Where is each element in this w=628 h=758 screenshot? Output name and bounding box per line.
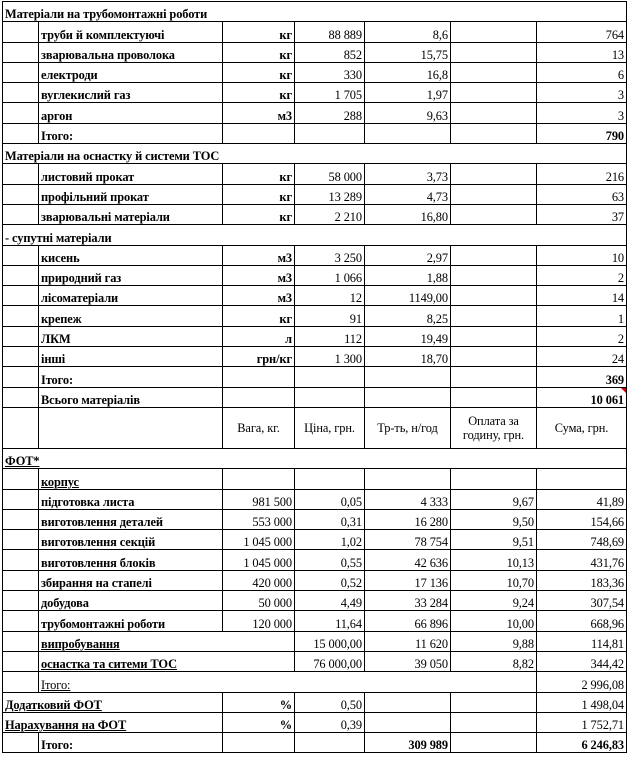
material-name: інші xyxy=(39,347,223,367)
table-cell xyxy=(451,469,537,489)
fot-rate: 9,51 xyxy=(451,530,537,550)
fot-price: 11,64 xyxy=(295,611,365,631)
material-unit: м3 xyxy=(223,103,295,123)
table-cell xyxy=(451,733,537,753)
fot-labor: 16 280 xyxy=(365,509,451,529)
indent-cell xyxy=(3,611,39,631)
material-price: 8,6 xyxy=(365,22,451,42)
material-name: електроди xyxy=(39,62,223,82)
fot-subtotal-row xyxy=(3,672,627,692)
fot-subtotal-label: Ітого: xyxy=(39,672,537,692)
cost-estimate-table xyxy=(2,1,627,753)
material-price: 16,80 xyxy=(365,204,451,224)
empty-cell xyxy=(451,22,537,42)
table-cell xyxy=(223,469,295,489)
table-cell xyxy=(223,367,295,387)
empty-cell xyxy=(3,407,39,448)
material-name: зварювальні матеріали xyxy=(39,204,223,224)
material-row xyxy=(3,42,627,62)
material-sum: 2 xyxy=(537,265,627,285)
material-qty: 3 250 xyxy=(295,245,365,265)
table-cell xyxy=(537,469,627,489)
indent-cell xyxy=(3,83,39,103)
material-qty: 288 xyxy=(295,103,365,123)
material-qty: 13 289 xyxy=(295,184,365,204)
fot-row xyxy=(3,489,627,509)
material-name: профільний прокат xyxy=(39,184,223,204)
fot-rate: 9,67 xyxy=(451,489,537,509)
empty-cell xyxy=(451,347,537,367)
header-rate: Оплата за годину, грн. xyxy=(451,407,537,448)
table-cell xyxy=(451,367,537,387)
material-row xyxy=(3,326,627,346)
fot-sum: 668,96 xyxy=(537,611,627,631)
fot-extra-price: 0,50 xyxy=(295,692,365,712)
indent-cell xyxy=(3,733,39,753)
fot-weight: 50 000 xyxy=(223,591,295,611)
section-title: Матеріали на трубомонтажні роботи xyxy=(3,2,627,22)
indent-cell xyxy=(3,550,39,570)
material-unit: кг xyxy=(223,184,295,204)
material-row xyxy=(3,286,627,306)
material-row xyxy=(3,347,627,367)
table-cell xyxy=(365,469,451,489)
material-name: аргон xyxy=(39,103,223,123)
fot-name: трубомонтажні роботи xyxy=(39,611,223,631)
fot-section-title: корпус xyxy=(39,469,223,489)
indent-cell xyxy=(3,164,39,184)
fot-labor: 42 636 xyxy=(365,550,451,570)
indent-cell xyxy=(3,509,39,529)
indent-cell xyxy=(3,306,39,326)
fot-weight: 981 500 xyxy=(223,489,295,509)
empty-cell xyxy=(451,83,537,103)
empty-cell xyxy=(451,265,537,285)
indent-cell xyxy=(3,570,39,590)
fot-weight: 553 000 xyxy=(223,509,295,529)
material-name: кисень xyxy=(39,245,223,265)
indent-cell xyxy=(3,489,39,509)
fot-name: виготовлення секцій xyxy=(39,530,223,550)
empty-cell xyxy=(451,204,537,224)
fot-price: 0,05 xyxy=(295,489,365,509)
total-label: Ітого: xyxy=(39,123,223,143)
indent-cell xyxy=(3,631,39,651)
fot-name: добудова xyxy=(39,591,223,611)
material-unit: м3 xyxy=(223,245,295,265)
material-sum: 14 xyxy=(537,286,627,306)
material-unit: л xyxy=(223,326,295,346)
fot-labor: 39 050 xyxy=(365,651,451,671)
fot-rate: 9,88 xyxy=(451,631,537,651)
material-unit: грн/кг xyxy=(223,347,295,367)
indent-cell xyxy=(3,530,39,550)
indent-cell xyxy=(3,204,39,224)
fot-rate: 9,50 xyxy=(451,509,537,529)
material-qty: 330 xyxy=(295,62,365,82)
empty-cell xyxy=(451,62,537,82)
material-row xyxy=(3,245,627,265)
material-sum: 10 xyxy=(537,245,627,265)
fot-sum: 183,36 xyxy=(537,570,627,590)
material-price: 1,97 xyxy=(365,83,451,103)
material-row xyxy=(3,62,627,82)
table-cell xyxy=(223,387,295,407)
indent-cell xyxy=(3,347,39,367)
indent-cell xyxy=(3,103,39,123)
material-price: 18,70 xyxy=(365,347,451,367)
fot-sum: 748,69 xyxy=(537,530,627,550)
fot-title: ФОТ* xyxy=(3,448,627,468)
total-label: Ітого: xyxy=(39,367,223,387)
fot-sum: 307,54 xyxy=(537,591,627,611)
indent-cell xyxy=(3,123,39,143)
fot-total-row xyxy=(3,733,627,753)
table-cell xyxy=(295,469,365,489)
fot-section-row xyxy=(3,469,627,489)
fot-price: 0,55 xyxy=(295,550,365,570)
total-value: 369 xyxy=(537,367,627,387)
table-cell xyxy=(223,733,295,753)
material-price: 1149,00 xyxy=(365,286,451,306)
material-unit: кг xyxy=(223,164,295,184)
indent-cell xyxy=(3,42,39,62)
indent-cell xyxy=(3,62,39,82)
total-value: 790 xyxy=(537,123,627,143)
fot-total-value: 6 246,83 xyxy=(537,733,627,753)
material-price: 8,25 xyxy=(365,306,451,326)
empty-cell xyxy=(451,42,537,62)
material-unit: м3 xyxy=(223,265,295,285)
material-price: 9,63 xyxy=(365,103,451,123)
fot-rate: 10,00 xyxy=(451,611,537,631)
material-name: листовий прокат xyxy=(39,164,223,184)
fot-row xyxy=(3,631,627,651)
fot-labor: 78 754 xyxy=(365,530,451,550)
indent-cell xyxy=(3,265,39,285)
material-qty: 112 xyxy=(295,326,365,346)
fot-extra-name: Додатковий ФОТ xyxy=(3,692,223,712)
fot-labor: 33 284 xyxy=(365,591,451,611)
fot-extra-row xyxy=(3,692,627,712)
material-row xyxy=(3,265,627,285)
fot-rate: 9,24 xyxy=(451,591,537,611)
section-title-row xyxy=(3,144,627,164)
material-price: 15,75 xyxy=(365,42,451,62)
material-sum: 3 xyxy=(537,103,627,123)
fot-subtotal-value: 2 996,08 xyxy=(537,672,627,692)
header-price: Ціна, грн. xyxy=(295,407,365,448)
fot-sum: 114,81 xyxy=(537,631,627,651)
grand-total-row xyxy=(3,387,627,407)
fot-weight: 1 045 000 xyxy=(223,550,295,570)
material-unit: м3 xyxy=(223,286,295,306)
material-name: крепеж xyxy=(39,306,223,326)
header-labor: Тр-ть, н/год xyxy=(365,407,451,448)
column-header-row xyxy=(3,407,627,448)
material-qty: 1 300 xyxy=(295,347,365,367)
fot-name: оснастка та ситеми ТОС xyxy=(39,651,295,671)
material-qty: 91 xyxy=(295,306,365,326)
grand-total-value: 10 061 xyxy=(537,387,627,407)
material-qty: 88 889 xyxy=(295,22,365,42)
material-qty: 1 705 xyxy=(295,83,365,103)
material-price: 4,73 xyxy=(365,184,451,204)
material-price: 3,73 xyxy=(365,164,451,184)
indent-cell xyxy=(3,286,39,306)
material-price: 16,8 xyxy=(365,62,451,82)
fot-name: виготовлення блоків xyxy=(39,550,223,570)
table-cell xyxy=(365,692,451,712)
subsection-title-row xyxy=(3,225,627,245)
material-name: природний газ xyxy=(39,265,223,285)
table-cell xyxy=(451,387,537,407)
fot-total-label: Ітого: xyxy=(39,733,223,753)
indent-cell xyxy=(3,245,39,265)
table-cell xyxy=(365,123,451,143)
material-unit: кг xyxy=(223,306,295,326)
material-unit: кг xyxy=(223,83,295,103)
indent-cell xyxy=(3,367,39,387)
fot-row xyxy=(3,570,627,590)
fot-name: підготовка листа xyxy=(39,489,223,509)
material-qty: 58 000 xyxy=(295,164,365,184)
material-name: труби й комплектуючі xyxy=(39,22,223,42)
indent-cell xyxy=(3,469,39,489)
fot-sum: 154,66 xyxy=(537,509,627,529)
material-sum: 63 xyxy=(537,184,627,204)
indent-cell xyxy=(3,672,39,692)
fot-price: 15 000,00 xyxy=(295,631,365,651)
fot-sum: 431,76 xyxy=(537,550,627,570)
empty-cell xyxy=(451,326,537,346)
fot-rate: 10,70 xyxy=(451,570,537,590)
fot-total-labor: 309 989 xyxy=(365,733,451,753)
fot-weight: 120 000 xyxy=(223,611,295,631)
table-cell xyxy=(451,692,537,712)
material-price: 19,49 xyxy=(365,326,451,346)
fot-name: випробування xyxy=(39,631,295,651)
indent-cell xyxy=(3,387,39,407)
material-row xyxy=(3,83,627,103)
fot-extra-unit: % xyxy=(223,712,295,732)
material-sum: 216 xyxy=(537,164,627,184)
grand-total-label: Всього матеріалів xyxy=(39,387,223,407)
fot-row xyxy=(3,550,627,570)
empty-cell xyxy=(451,184,537,204)
fot-weight: 420 000 xyxy=(223,570,295,590)
table-cell xyxy=(451,123,537,143)
material-price: 2,97 xyxy=(365,245,451,265)
header-weight: Вага, кг. xyxy=(223,407,295,448)
fot-extra-sum: 1 498,04 xyxy=(537,692,627,712)
material-qty: 2 210 xyxy=(295,204,365,224)
material-name: лісоматеріали xyxy=(39,286,223,306)
material-row xyxy=(3,306,627,326)
fot-labor: 4 333 xyxy=(365,489,451,509)
table-cell xyxy=(365,367,451,387)
material-unit: кг xyxy=(223,42,295,62)
table-cell xyxy=(365,712,451,732)
material-sum: 6 xyxy=(537,62,627,82)
fot-sum: 41,89 xyxy=(537,489,627,509)
header-sum: Сума, грн. xyxy=(537,407,627,448)
fot-sum: 344,42 xyxy=(537,651,627,671)
table-cell xyxy=(295,123,365,143)
fot-title-row xyxy=(3,448,627,468)
empty-cell xyxy=(451,164,537,184)
fot-weight: 1 045 000 xyxy=(223,530,295,550)
total-row xyxy=(3,367,627,387)
fot-extra-sum: 1 752,71 xyxy=(537,712,627,732)
fot-extra-name: Нарахування на ФОТ xyxy=(3,712,223,732)
section-title: Матеріали на оснастку й системи ТОС xyxy=(3,144,627,164)
material-sum: 3 xyxy=(537,83,627,103)
section-title-row xyxy=(3,2,627,22)
empty-cell xyxy=(451,245,537,265)
fot-extra-row xyxy=(3,712,627,732)
indent-cell xyxy=(3,591,39,611)
empty-cell xyxy=(451,103,537,123)
fot-row xyxy=(3,611,627,631)
fot-row xyxy=(3,509,627,529)
material-name: вуглекислий газ xyxy=(39,83,223,103)
table-cell xyxy=(365,387,451,407)
fot-labor: 17 136 xyxy=(365,570,451,590)
indent-cell xyxy=(3,22,39,42)
material-sum: 24 xyxy=(537,347,627,367)
indent-cell xyxy=(3,651,39,671)
fot-name: збирання на стапелі xyxy=(39,570,223,590)
fot-extra-unit: % xyxy=(223,692,295,712)
empty-cell xyxy=(451,286,537,306)
material-row xyxy=(3,22,627,42)
material-qty: 852 xyxy=(295,42,365,62)
fot-price: 4,49 xyxy=(295,591,365,611)
fot-rate: 8,82 xyxy=(451,651,537,671)
fot-row xyxy=(3,651,627,671)
fot-labor: 66 896 xyxy=(365,611,451,631)
fot-row xyxy=(3,591,627,611)
fot-price: 1,02 xyxy=(295,530,365,550)
empty-cell xyxy=(451,306,537,326)
material-sum: 764 xyxy=(537,22,627,42)
fot-row xyxy=(3,530,627,550)
fot-name: виготовлення деталей xyxy=(39,509,223,529)
fot-price: 76 000,00 xyxy=(295,651,365,671)
table-cell xyxy=(223,123,295,143)
fot-extra-price: 0,39 xyxy=(295,712,365,732)
table-cell xyxy=(295,367,365,387)
material-row xyxy=(3,164,627,184)
table-cell xyxy=(451,712,537,732)
material-row xyxy=(3,204,627,224)
fot-labor: 11 620 xyxy=(365,631,451,651)
empty-cell xyxy=(39,407,223,448)
material-qty: 12 xyxy=(295,286,365,306)
table-cell xyxy=(295,387,365,407)
total-row xyxy=(3,123,627,143)
material-sum: 13 xyxy=(537,42,627,62)
fot-price: 0,31 xyxy=(295,509,365,529)
material-unit: кг xyxy=(223,22,295,42)
material-unit: кг xyxy=(223,62,295,82)
material-qty: 1 066 xyxy=(295,265,365,285)
material-price: 1,88 xyxy=(365,265,451,285)
material-row xyxy=(3,184,627,204)
material-sum: 37 xyxy=(537,204,627,224)
fot-price: 0,52 xyxy=(295,570,365,590)
material-row xyxy=(3,103,627,123)
indent-cell xyxy=(3,326,39,346)
indent-cell xyxy=(3,184,39,204)
material-sum: 2 xyxy=(537,326,627,346)
material-sum: 1 xyxy=(537,306,627,326)
fot-rate: 10,13 xyxy=(451,550,537,570)
material-name: зварювальна проволока xyxy=(39,42,223,62)
table-cell xyxy=(295,733,365,753)
material-unit: кг xyxy=(223,204,295,224)
material-name: ЛКМ xyxy=(39,326,223,346)
subsection-title: - супутні матеріали xyxy=(3,225,627,245)
